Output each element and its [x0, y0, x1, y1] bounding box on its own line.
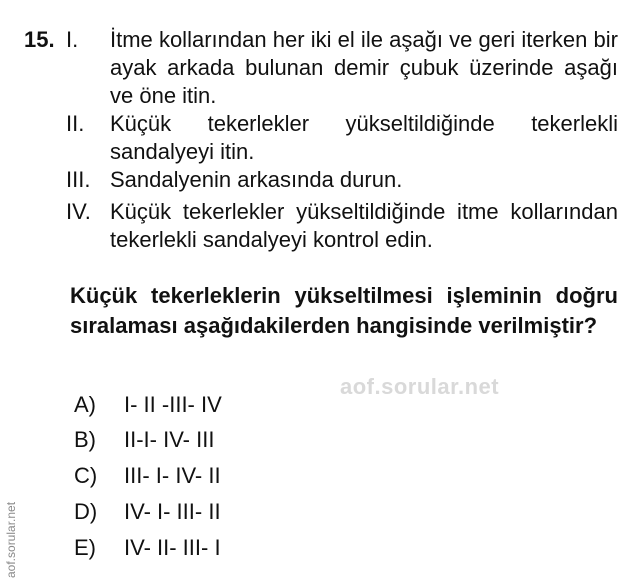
question-stem: Küçük tekerleklerin yükseltilmesi işleminin doğru sıralaması aşağıdakilerden hangisinde verilmiştir?	[70, 283, 618, 338]
option-letter: E)	[74, 535, 96, 560]
statement-text: Küçük tekerlekler yükseltildiğinde tekerlekli sandalyeyi itin.	[110, 111, 618, 164]
statement-text: Sandalyenin arkasında durun.	[110, 167, 403, 192]
watermark: aof.sorular.net	[340, 374, 500, 399]
option-letter: C)	[74, 463, 98, 488]
statement-numeral: IV.	[66, 199, 91, 224]
statement-text: Küçük tekerlekler yükseltildiğinde itme kollarından tekerlekli sandalyeyi kontrol edin.	[110, 199, 618, 252]
statement-numeral: II.	[66, 111, 85, 136]
option-letter: D)	[74, 499, 98, 524]
option-text: I- II -III- IV	[124, 392, 222, 417]
statement-numeral: III.	[66, 167, 91, 192]
option-d[interactable]	[74, 498, 374, 526]
option-letter: B)	[74, 427, 96, 452]
option-text: III- I- IV- II	[124, 463, 221, 488]
option-c[interactable]	[74, 462, 374, 490]
question-number: 15.	[24, 27, 55, 52]
side-watermark: aof.sorular.net	[4, 501, 18, 578]
option-b[interactable]	[74, 426, 374, 454]
option-e[interactable]	[74, 534, 374, 562]
option-text: IV- II- III- I	[124, 535, 221, 560]
option-a[interactable]	[74, 391, 374, 419]
option-text: II-I- IV- III	[124, 427, 215, 452]
option-text: IV- I- III- II	[124, 499, 221, 524]
statement-text: İtme kollarından her iki el ile aşağı ve geri iterken bir ayak arkada bulunan demir çubuk üzerinde aşağı ve öne itin.	[110, 27, 618, 108]
option-letter: A)	[74, 392, 96, 417]
statement-numeral: I.	[66, 27, 79, 52]
